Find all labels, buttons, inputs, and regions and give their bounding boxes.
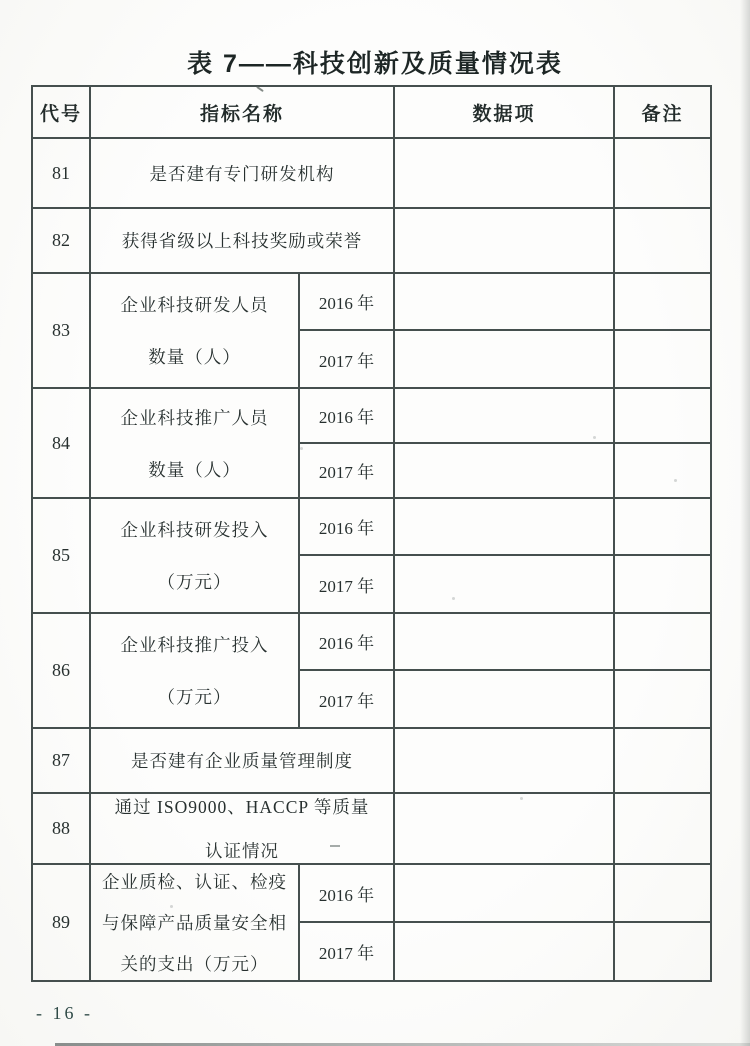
indicator-line: 关的支出（万元） xyxy=(120,954,269,974)
indicator-cell: 是否建有专门研发机构 xyxy=(90,138,394,208)
code-cell: 88 xyxy=(32,793,90,864)
remark-cell xyxy=(614,330,711,388)
code-cell: 85 xyxy=(32,498,90,613)
indicator-cell xyxy=(90,273,299,388)
indicator-label xyxy=(91,405,298,482)
table-row-86 xyxy=(32,613,711,670)
data-item-cell xyxy=(394,613,614,670)
scan-speck xyxy=(520,797,523,800)
indicator-line: 数量（人） xyxy=(148,347,241,367)
code-cell: 87 xyxy=(32,728,90,793)
code-cell: 83 xyxy=(32,273,90,388)
scan-speck xyxy=(170,905,173,908)
indicator-line: 企业科技推广人员 xyxy=(120,407,269,428)
indicator-label xyxy=(91,292,298,369)
remark-cell xyxy=(614,443,711,498)
code-cell: 82 xyxy=(32,208,90,273)
indicator-label xyxy=(91,632,298,709)
indicator-cell: 获得省级以上科技奖励或荣誉 xyxy=(90,208,394,273)
indicator-line: 企业科技研发投入 xyxy=(120,520,269,540)
table-row-89 xyxy=(32,864,711,922)
indicator-line: （万元） xyxy=(157,572,232,592)
code-cell: 86 xyxy=(32,613,90,728)
remark-cell xyxy=(614,613,711,670)
data-item-cell xyxy=(394,555,614,613)
year-cell: 2017 年 xyxy=(299,670,394,728)
year-cell: 2016 年 xyxy=(299,613,394,670)
data-item-cell xyxy=(394,443,614,498)
indicator-label xyxy=(91,794,393,863)
year-cell: 2016 年 xyxy=(299,498,394,555)
year-cell: 2017 年 xyxy=(299,555,394,613)
indicator-label xyxy=(91,869,298,976)
data-item-cell xyxy=(394,864,614,922)
header-indicator: 指标名称 xyxy=(90,86,394,138)
remark-cell xyxy=(614,273,711,330)
indicator-line: 通过 ISO9000、HACCP 等质量 xyxy=(114,797,370,817)
code-cell: 81 xyxy=(32,138,90,208)
remark-cell xyxy=(614,498,711,555)
indicator-cell xyxy=(90,793,394,864)
remark-cell xyxy=(614,138,711,208)
table-row-82 xyxy=(32,208,711,273)
data-item-cell xyxy=(394,922,614,981)
indicator-line: 认证情况 xyxy=(205,841,279,861)
year-cell: 2017 年 xyxy=(299,922,394,981)
indicator-line: 企业科技研发人员 xyxy=(120,295,269,315)
table-header-row xyxy=(32,86,711,138)
year-cell: 2017 年 xyxy=(299,443,394,498)
data-item-cell xyxy=(394,728,614,793)
indicator-label xyxy=(91,517,298,594)
data-item-cell xyxy=(394,388,614,443)
year-cell: 2016 年 xyxy=(299,388,394,443)
data-item-cell xyxy=(394,138,614,208)
tech-innovation-quality-table xyxy=(31,85,712,982)
year-cell: 2016 年 xyxy=(299,273,394,330)
data-item-cell xyxy=(394,670,614,728)
data-item-cell xyxy=(394,793,614,864)
indicator-cell xyxy=(90,613,299,728)
scan-artifact-dash xyxy=(330,845,340,847)
table-row-87 xyxy=(32,728,711,793)
remark-cell xyxy=(614,793,711,864)
remark-cell xyxy=(614,388,711,443)
indicator-cell xyxy=(90,864,299,981)
indicator-line: 与保障产品质量安全相 xyxy=(102,913,287,933)
remark-cell xyxy=(614,864,711,922)
indicator-cell: 是否建有企业质量管理制度 xyxy=(90,728,394,793)
header-data-item: 数据项 xyxy=(394,86,614,138)
header-code: 代号 xyxy=(32,86,90,138)
remark-cell xyxy=(614,728,711,793)
header-remark: 备注 xyxy=(614,86,711,138)
scan-speck xyxy=(300,447,303,450)
remark-cell xyxy=(614,922,711,981)
scan-speck xyxy=(593,436,596,439)
indicator-line: （万元） xyxy=(157,687,232,707)
year-cell: 2017 年 xyxy=(299,330,394,388)
indicator-line: 企业质检、认证、检疫 xyxy=(102,872,287,892)
indicator-line: 企业科技推广投入 xyxy=(120,635,269,655)
data-item-cell xyxy=(394,330,614,388)
data-item-cell xyxy=(394,498,614,555)
data-item-cell xyxy=(394,208,614,273)
code-cell: 84 xyxy=(32,388,90,498)
code-cell: 89 xyxy=(32,864,90,981)
table-row-81 xyxy=(32,138,711,208)
table-row-88 xyxy=(32,793,711,864)
table-row-84 xyxy=(32,388,711,443)
scan-edge-shadow-right xyxy=(740,0,750,1046)
indicator-cell xyxy=(90,388,299,498)
remark-cell xyxy=(614,208,711,273)
table-row-85 xyxy=(32,498,711,555)
year-cell: 2016 年 xyxy=(299,864,394,922)
page-number: - 16 - xyxy=(36,1003,93,1023)
page-title: 表 7——科技创新及质量情况表 xyxy=(187,50,563,78)
scan-speck xyxy=(452,597,455,600)
scan-speck xyxy=(674,479,677,482)
remark-cell xyxy=(614,555,711,613)
table-row-83 xyxy=(32,273,711,330)
indicator-cell xyxy=(90,498,299,613)
data-item-cell xyxy=(394,273,614,330)
indicator-line: 数量（人） xyxy=(148,459,241,480)
remark-cell xyxy=(614,670,711,728)
